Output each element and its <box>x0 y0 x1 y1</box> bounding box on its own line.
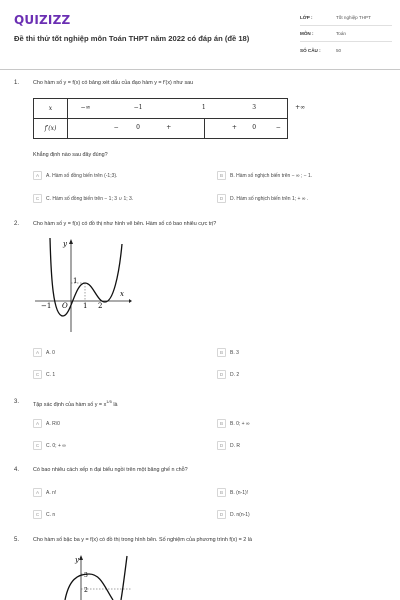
q2-option-b[interactable] <box>217 348 239 357</box>
x-tick-label: 2 <box>98 302 103 310</box>
meta-label: SỐ CÂU : <box>300 47 321 53</box>
option-letter: B <box>217 348 226 357</box>
table-derivative-label: f′(x) <box>34 119 68 139</box>
exam-title: Đề thi thử tốt nghiệp môn Toán THPT năm 2022 có đáp án (đề 18) <box>14 34 250 43</box>
question-text: Cho hàm số bậc ba y = f(x) có đồ thị trong hình bên. Số nghiệm của phương trình f(x) = 2 là <box>33 537 252 543</box>
option-letter: A <box>33 171 42 180</box>
question-text <box>33 399 383 408</box>
question-text-main: Tập xác định của hàm số y = x <box>33 401 107 408</box>
sign-value: + <box>231 124 237 131</box>
x-value: 3 <box>252 104 257 111</box>
y-axis-label: y <box>63 240 67 248</box>
question-number: 2. <box>14 221 20 227</box>
question-text: Có bao nhiêu cách xếp n đại biểu ngồi trên một băng ghế n chỗ? <box>33 467 188 473</box>
sign-value: + <box>166 124 172 131</box>
option-letter: C <box>33 370 42 379</box>
meta-row-count <box>300 42 392 58</box>
q3-option-b[interactable] <box>217 419 250 428</box>
option-letter: D <box>217 510 226 519</box>
option-letter: B <box>217 419 226 428</box>
option-text: B. (n-1)! <box>230 489 249 496</box>
sign-value: − <box>275 124 281 131</box>
x-value: +∞ <box>295 104 306 111</box>
y-axis-label: y <box>75 556 79 564</box>
meta-label: LỚP : <box>300 15 313 20</box>
option-text: A. n! <box>46 489 57 496</box>
q3-option-d[interactable] <box>217 441 240 450</box>
meta-row-class <box>300 10 392 26</box>
q2-option-a[interactable] <box>33 348 55 357</box>
sign-value: 0 <box>136 124 140 131</box>
origin-label: O <box>62 302 68 310</box>
option-text: A. Hàm số đồng biến trên (-1;3). <box>46 172 118 179</box>
meta-value: 50 <box>336 47 342 53</box>
meta-row-subject <box>300 26 392 42</box>
q4-option-c[interactable] <box>33 510 55 519</box>
sign-value: 0 <box>252 124 257 131</box>
worksheet-header <box>0 0 400 70</box>
option-text: A. 0 <box>46 349 55 356</box>
function-graph-q2 <box>33 236 133 336</box>
option-text: C. Hàm số đồng biến trên − 1; 3 ∪ 1; 3. <box>46 195 134 202</box>
option-text: D. 2 <box>230 371 240 378</box>
option-letter: C <box>33 510 42 519</box>
option-text: B. 3 <box>230 349 239 356</box>
option-letter: A <box>33 348 42 357</box>
table-divider <box>204 119 205 138</box>
question-number: 4. <box>14 467 20 473</box>
q4-option-b[interactable] <box>217 488 248 497</box>
x-axis-arrow <box>129 299 132 303</box>
x-value: 1 <box>201 104 206 111</box>
x-value: −1 <box>133 104 143 111</box>
exponent: 1/5 <box>106 399 112 404</box>
x-value: −∞ <box>80 104 91 111</box>
question-number: 5. <box>14 537 20 543</box>
option-letter: C <box>33 441 42 450</box>
q2-option-c[interactable] <box>33 370 55 379</box>
y-tick-label: 3 <box>84 572 88 579</box>
option-text: D. R <box>230 442 240 449</box>
question-text: Cho hàm số y = f(x) có bảng xét dấu của đạo hàm y = f′(x) như sau <box>33 80 194 86</box>
quizizz-logo[interactable]: QUIZIZZ <box>14 13 71 27</box>
q4-option-d[interactable] <box>217 510 250 519</box>
option-text: B. 0; + ∞ <box>230 420 250 427</box>
y-tick-label: 2 <box>84 587 88 594</box>
sign-table <box>33 98 306 139</box>
question-number: 1. <box>14 80 20 86</box>
option-text: C. n <box>46 511 56 518</box>
function-curve <box>121 556 127 600</box>
question-number: 3. <box>14 399 20 405</box>
q1-option-d[interactable] <box>217 194 308 203</box>
x-axis-label: x <box>120 290 124 298</box>
sign-value: − <box>113 124 119 131</box>
option-letter: A <box>33 419 42 428</box>
option-text: C. 1 <box>46 371 56 378</box>
option-text: D. Hàm số nghịch biến trên 1; + ∞ . <box>230 195 309 202</box>
y-tick-label: 1 <box>73 277 78 285</box>
x-tick-label: 1 <box>83 302 88 310</box>
option-letter: B <box>217 488 226 497</box>
question-prompt: Khẳng định nào sau đây đúng? <box>33 152 108 158</box>
function-curve <box>65 574 113 600</box>
option-letter: D <box>217 370 226 379</box>
option-text: B. Hàm số nghịch biến trên − ∞ ; − 1. <box>230 172 313 179</box>
function-graph-q5 <box>33 552 143 600</box>
option-text: A. R\0 <box>46 420 60 427</box>
sign-row <box>68 119 288 139</box>
q3-option-c[interactable] <box>33 441 66 450</box>
q1-option-a[interactable] <box>33 171 117 180</box>
q4-option-a[interactable] <box>33 488 56 497</box>
x-values-row <box>68 99 306 119</box>
y-axis-arrow <box>69 239 73 244</box>
table-x-label: x <box>34 99 68 119</box>
q1-option-b[interactable] <box>217 171 312 180</box>
q3-option-a[interactable] <box>33 419 60 428</box>
option-letter: C <box>33 194 42 203</box>
meta-panel <box>300 10 392 58</box>
question-text-suffix: là <box>111 401 118 408</box>
option-text: D. n(n-1) <box>230 511 250 518</box>
option-letter: D <box>217 194 226 203</box>
meta-label: MÔN : <box>300 31 314 36</box>
question-text: Cho hàm số y = f(x) có đồ thị như hình vẽ bên. Hàm số có bao nhiêu cực trị? <box>33 221 217 227</box>
y-axis-arrow <box>79 555 83 560</box>
option-text: C. 0; + ∞ <box>46 442 66 449</box>
option-letter: B <box>217 171 226 180</box>
x-tick-label: −1 <box>41 302 52 310</box>
option-letter: A <box>33 488 42 497</box>
option-letter: D <box>217 441 226 450</box>
q1-option-c[interactable] <box>33 194 133 203</box>
q2-option-d[interactable] <box>217 370 239 379</box>
meta-value: Toán <box>336 31 346 36</box>
meta-value: Tốt nghiệp THPT <box>336 15 371 20</box>
